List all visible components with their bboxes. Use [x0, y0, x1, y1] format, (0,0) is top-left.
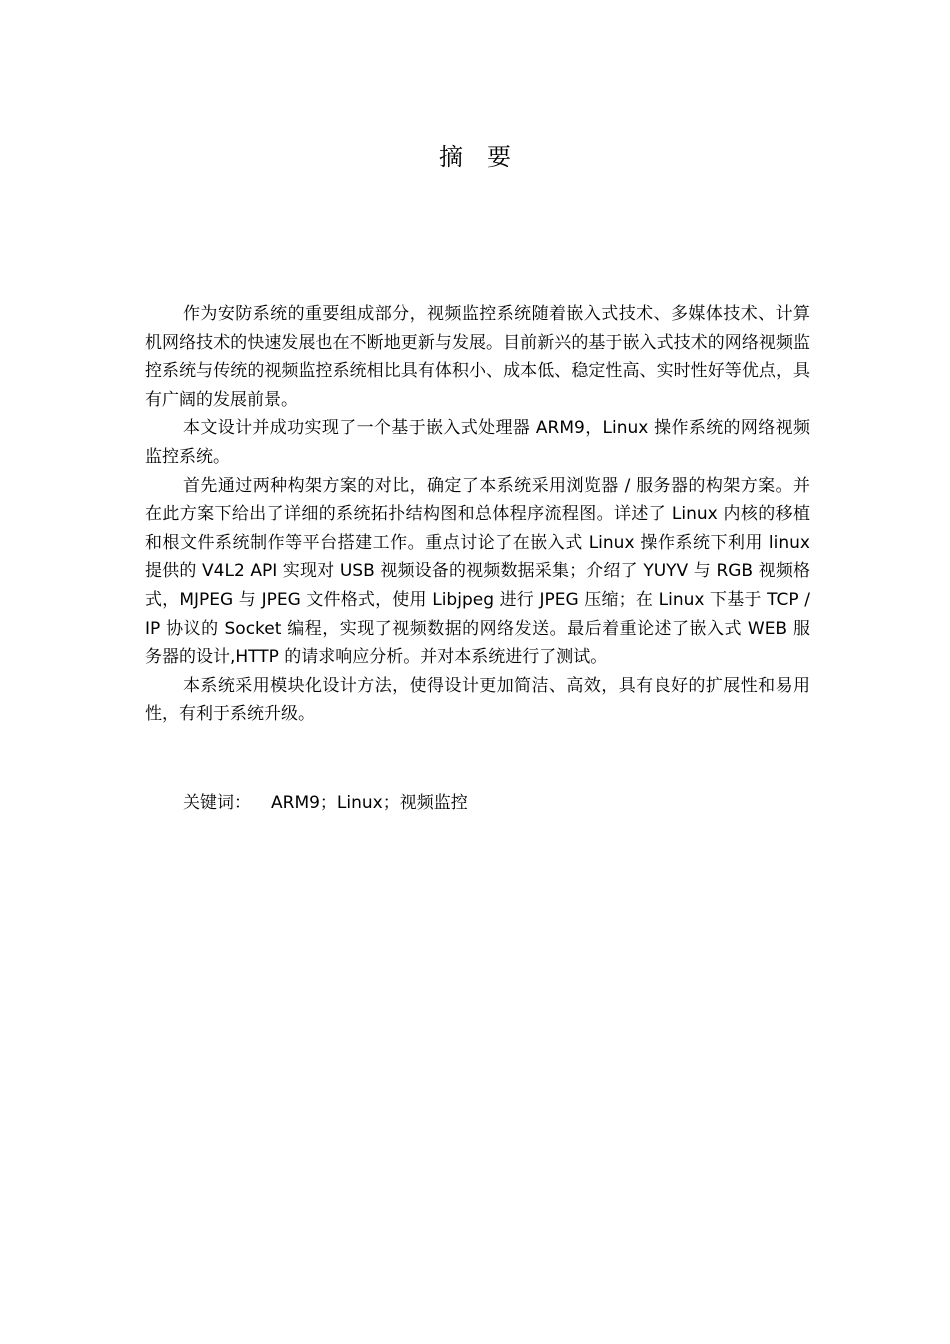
paragraph-4: 本系统采用模块化设计方法，使得设计更加简洁、高效，具有良好的扩展性和易用性，有利于系统升级。 — [145, 675, 810, 725]
keywords-label: 关键词： — [183, 793, 251, 813]
keywords-value: ARM9；Linux；视频监控 — [271, 793, 468, 813]
paragraph-3: 首先通过两种构架方案的对比，确定了本系统采用浏览器 / 服务器的构架方案。并在此方案下给出了详细的系统拓扑结构图和总体程序流程图。详述了 Linux 内核的移植和根文件系统制作等平台搭建工作。重点讨论了在嵌入式 Linux 操作系统下利用 linux 提供的 V4L2 API 实现对 USB 视频设备的视频数据采集；介绍了 YUYV 与 RGB 视频格式，MJPEG 与 JPEG 文件格式，使用 Libjpeg 进行 JPEG 压缩；在 Linux 下基于 TCP / IP 协议的 Socket 编程，实现了视频数据的网络发送。最后着重论述了嵌入式 WEB 服务器的设计,HTTP 的请求响应分析。并对本系统进行了测试。 — [145, 475, 810, 668]
paragraph-2: 本文设计并成功实现了一个基于嵌入式处理器 ARM9，Linux 操作系统的网络视频监控系统。 — [145, 418, 810, 467]
keywords-line — [183, 789, 468, 817]
page-title: 摘 要 — [439, 143, 511, 171]
abstract-body — [145, 300, 810, 729]
paragraph-1: 作为安防系统的重要组成部分，视频监控系统随着嵌入式技术、多媒体技术、计算机网络技术的快速发展也在不断地更新与发展。目前新兴的基于嵌入式技术的网络视频监控系统与传统的视频监控系统相比具有体积小、成本低、稳定性高、实时性好等优点，具有广阔的发展前景。 — [145, 304, 810, 410]
